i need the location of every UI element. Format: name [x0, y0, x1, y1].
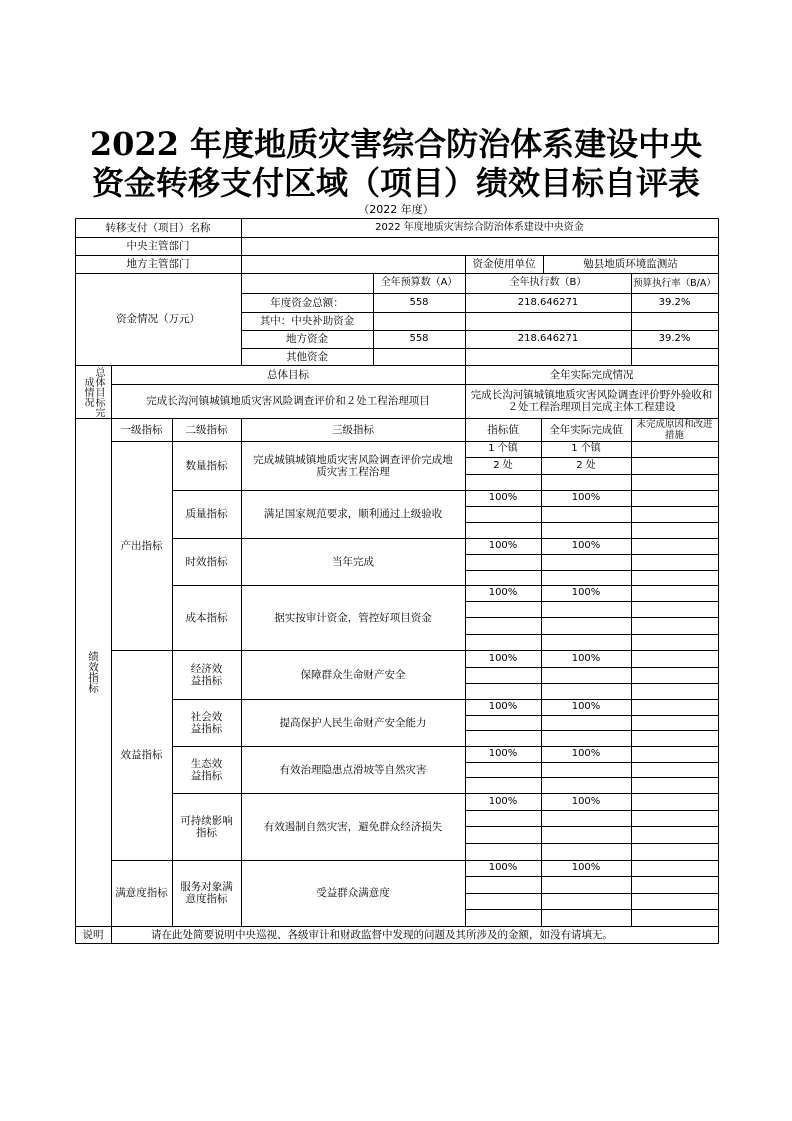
level1-satisfaction: 满意度指标	[115, 887, 168, 899]
funds-row-actual: 218.646271	[517, 333, 579, 344]
target-value: 100%	[488, 587, 518, 598]
central-dept-value	[241, 237, 718, 255]
title-line-2: 资金转移支付区域（项目）绩效目标自评表	[91, 164, 700, 202]
actual-value: 2 处	[576, 459, 596, 471]
actual-completion-value: 完成长沟河镇城镇地质灾害风险调查评价野外验收和２处工程治理项目完成主体工程建设	[470, 389, 713, 413]
target-value: 100%	[488, 862, 518, 873]
actual-value: 100%	[571, 795, 601, 807]
target-value: 100%	[488, 748, 518, 759]
level3-quantity: 完成城镇城镇地质灾害风险调查评价完成地质灾害工程治理	[253, 453, 453, 478]
funds-row-budget: 558	[409, 296, 429, 308]
funds-row-label: 年度资金总额：	[270, 296, 344, 309]
target-value: 100%	[488, 540, 518, 551]
header-actual: 全年实际完成值	[549, 423, 623, 436]
level3-ecological: 有效治理隐患点滑坡等自然灾害	[279, 763, 427, 776]
header-level1: 一级指标	[120, 423, 163, 436]
actual-value: 100%	[571, 587, 601, 598]
level1-benefit: 效益指标	[120, 749, 163, 761]
level2-sustainable: 可持续影响指标	[180, 814, 233, 839]
funds-row-label: 其中：中央补助资金	[259, 315, 355, 327]
actual-value: 100%	[571, 748, 601, 759]
fund-unit-value: 勉县地质环境监测站	[583, 258, 678, 270]
central-dept-label: 中央主管部门	[126, 240, 190, 252]
target-value: 1 个镇	[488, 443, 518, 454]
funds-section-label: 资金情况（万元）	[116, 313, 200, 325]
funds-row-rate	[631, 312, 718, 330]
level2-quantity: 数量指标	[185, 459, 228, 472]
actual-value: 100%	[571, 652, 601, 664]
level3-social: 提高保护人民生命财产安全能力	[279, 716, 427, 729]
header-target: 指标值	[487, 423, 519, 436]
funds-row-label: 其他资金	[286, 350, 328, 363]
funds-col-budget: 全年预算数（A）	[380, 277, 458, 288]
level3-cost: 据实按审计资金，管控好项目资金	[274, 611, 432, 624]
level2-cost: 成本指标	[185, 611, 228, 624]
funds-row-rate	[631, 348, 718, 365]
level1-output: 产出指标	[120, 539, 163, 552]
funds-row-budget	[373, 348, 465, 365]
funds-row-rate: 39.2%	[658, 296, 691, 308]
funds-col-actual: 全年执行数（B）	[509, 277, 587, 288]
level3-economic: 保障群众生命财产安全	[300, 668, 406, 681]
local-dept-value	[241, 255, 465, 273]
funds-row-label: 地方资金	[286, 333, 328, 345]
funds-row-actual: 218.646271	[517, 296, 579, 308]
funds-row-budget: 558	[409, 333, 429, 344]
note-label: 说明	[82, 928, 104, 941]
target-value: 100%	[488, 492, 518, 503]
performance-indicators-label: 绩效指标	[87, 651, 99, 693]
level2-quality: 质量指标	[185, 508, 228, 520]
note-text: 请在此处简要说明中央巡视、各级审计和财政监督中发现的问题及其所涉及的金额，如没有请填无。	[151, 928, 613, 941]
funds-row-rate: 39.2%	[658, 333, 691, 344]
target-value: 100%	[488, 701, 518, 712]
level2-satisfaction: 服务对象满意度指标	[180, 881, 233, 905]
funds-row-actual	[465, 348, 631, 365]
level3-satisfaction: 受益群众满意度	[316, 887, 390, 899]
header-reason: 未完成原因和改进措施	[636, 418, 713, 441]
actual-value: 1 个镇	[571, 443, 601, 454]
local-dept-label: 地方主管部门	[126, 258, 190, 270]
actual-completion-label: 全年实际完成情况	[549, 368, 634, 381]
fund-unit-label: 资金使用单位	[472, 258, 536, 270]
title-line-1: 2022 年度地质灾害综合防治体系建设中央	[89, 125, 703, 163]
funds-col-rate: 预算执行率（B/A）	[633, 277, 716, 289]
actual-value: 100%	[571, 701, 601, 712]
overall-goal-label: 总体目标	[267, 368, 309, 381]
level3-timeliness: 当年完成	[332, 555, 374, 568]
header-level3: 三级指标	[332, 423, 374, 436]
actual-value: 100%	[571, 862, 601, 873]
target-value: 100%	[488, 652, 518, 664]
actual-value: 100%	[571, 540, 601, 551]
level2-social: 社会效益指标	[190, 710, 223, 735]
target-value: 100%	[488, 795, 518, 807]
year-note: （2022 年度）	[358, 203, 434, 216]
level3-quality: 满足国家规范要求，顺利通过上级验收	[263, 508, 443, 520]
actual-value: 100%	[571, 492, 601, 503]
target-value: 2 处	[493, 459, 513, 471]
level2-ecological: 生态效益指标	[190, 757, 223, 782]
funds-row-actual	[465, 312, 631, 330]
funds-row-budget	[373, 312, 465, 330]
project-name-value: 2022 年度地质灾害综合防治体系建设中央资金	[375, 221, 584, 233]
level2-timeliness: 时效指标	[185, 555, 228, 568]
header-level2: 二级指标	[185, 423, 228, 436]
level2-economic: 经济效益指标	[190, 662, 223, 687]
level3-sustainable: 有效遏制自然灾害，避免群众经济损失	[263, 820, 443, 833]
overall-goal-value: 完成长沟河镇城镇地质灾害风险调查评价和２处工程治理项目	[146, 395, 430, 407]
project-name-label: 转移支付（项目）名称	[105, 221, 211, 234]
goals-section-label: 总体目标完成情况	[82, 366, 104, 417]
